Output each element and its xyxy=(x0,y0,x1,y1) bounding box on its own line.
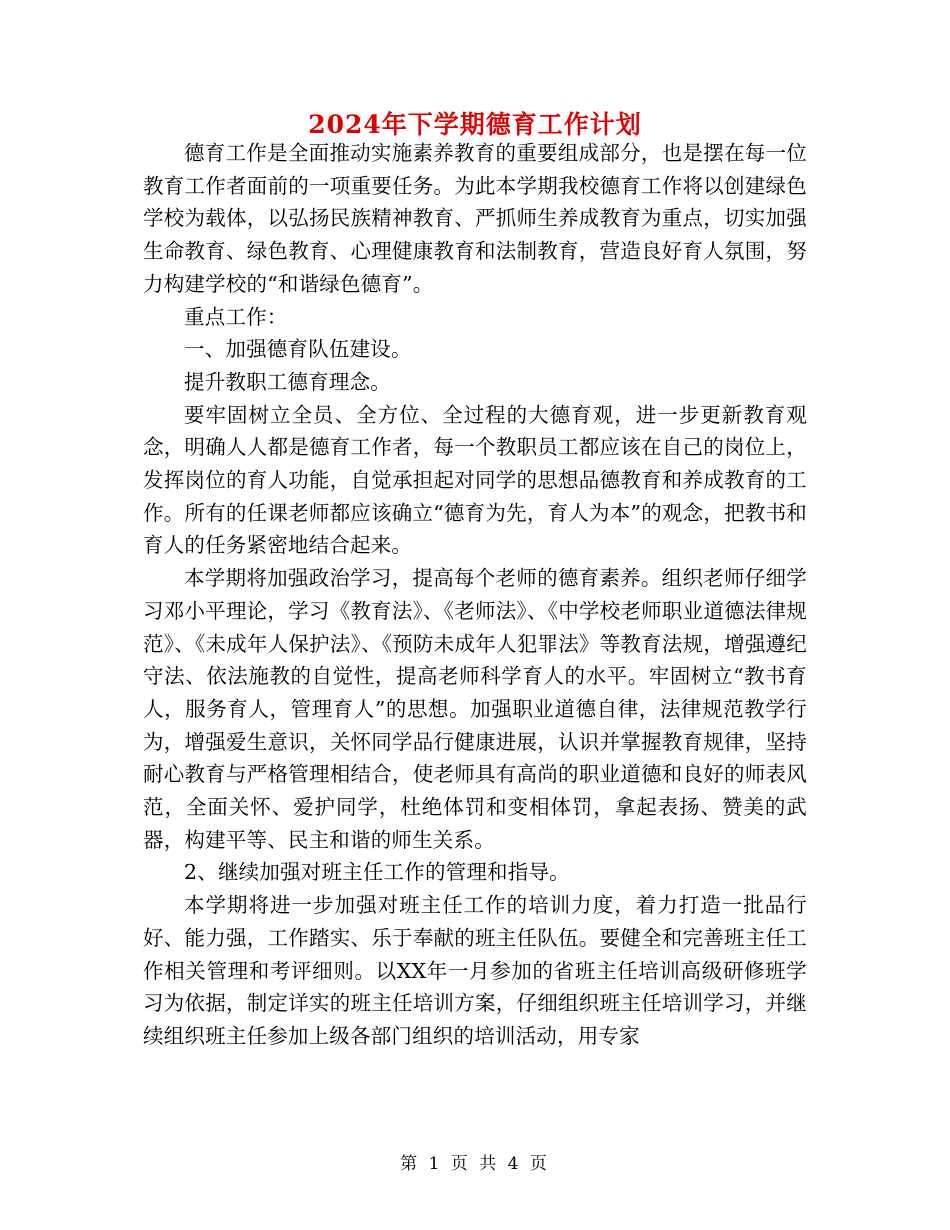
document-body xyxy=(143,137,807,1053)
paragraph-subheading: 提升教职工德育理念。 xyxy=(184,369,391,394)
paragraph-moral-education-concept: 要牢固树立全员、全方位、全过程的大德育观，进一步更新教育观念，明确人人都是德育工作者，每一个教职员工都应该在自己的岗位上，发挥岗位的育人功能，自觉承担起对同学的思想品德教育和养成教育的工作。所有的任课老师都应该确立“德育为先，育人为本”的观念，把教书和育人的任务紧密地结合起来。 xyxy=(143,402,807,558)
paragraph-intro: 德育工作是全面推动实施素养教育的重要组成部分，也是摆在每一位教育工作者面前的一项重要任务。为此本学期我校德育工作将以创建绿色学校为载体，以弘扬民族精神教育、严抓师生养成教育为重点，切实加强生命教育、绿色教育、心理健康教育和法制教育，营造良好育人氛围，努力构建学校的“和谐绿色德育”。 xyxy=(143,141,807,296)
paragraph-key-work-heading: 重点工作： xyxy=(184,304,288,329)
paragraph-head-teacher-training: 本学期将进一步加强对班主任工作的培训力度，着力打造一批品行好、能力强，工作踏实、乐于奉献的班主任队伍。要健全和完善班主任工作相关管理和考评细则。以XX年一月参加的省班主任培训高级研修班学习为依据，制定详实的班主任培训方案，仔细组织班主任培训学习，并继续组织班主任参加上级各部门组织的培训活动，用专家 xyxy=(143,893,807,1048)
paragraph-section-two-heading: 2、继续加强对班主任工作的管理和指导。 xyxy=(184,860,570,885)
page-number-footer: 第 1 页 共 4 页 xyxy=(400,1154,550,1174)
paragraph-section-one-heading: 一、加强德育队伍建设。 xyxy=(184,337,412,362)
paragraph-political-study: 本学期将加强政治学习，提高每个老师的德育素养。组织老师仔细学习邓小平理论，学习《教育法》、《老师法》、《中学校老师职业道德法律规范》、《未成年人保护法》、《预防未成年人犯罪法》等教育法规，增强遵纪守法、依法施教的自觉性，提高老师科学育人的水平。牢固树立“教书育人，服务育人，管理育人”的思想。加强职业道德自律，法律规范教学行为，增强爱生意识，关怀同学品行健康进展，认识并掌握教育规律，坚持耐心教育与严格管理相结合，使老师具有高尚的职业道德和良好的师表风范，全面关怀、爱护同学，杜绝体罚和变相体罚，拿起表扬、赞美的武器，构建平等、民主和谐的师生关系。 xyxy=(143,566,807,852)
document-title: 2024年下学期德育工作计划 xyxy=(308,110,642,139)
